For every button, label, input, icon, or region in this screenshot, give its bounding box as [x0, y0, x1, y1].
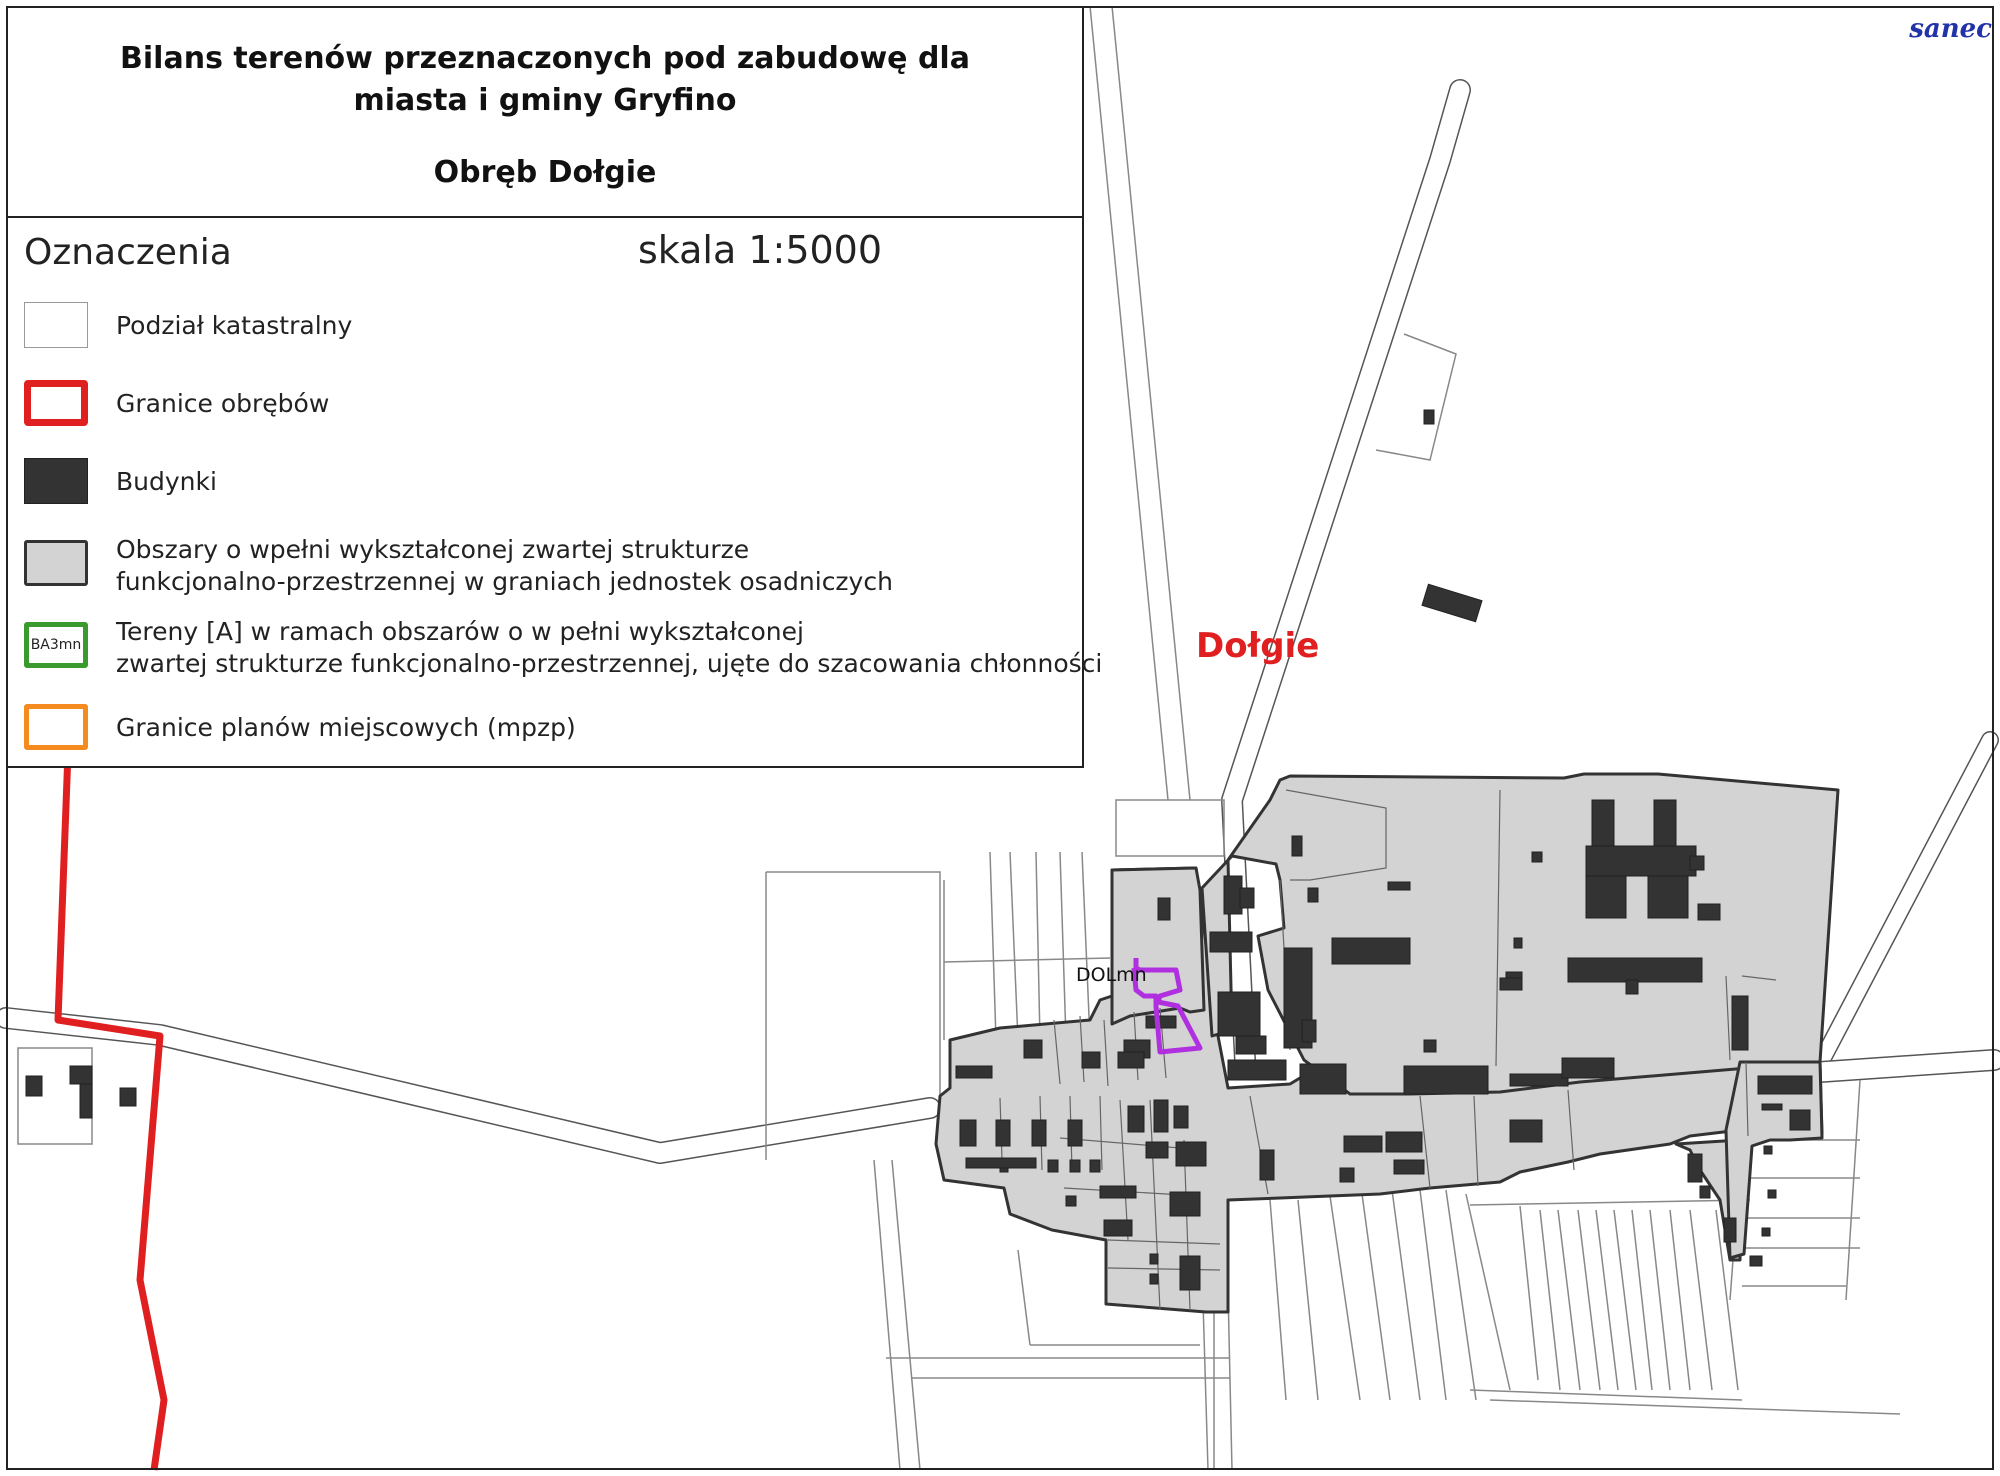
terrain-a-swatch-icon: BA3mn — [24, 622, 88, 668]
building — [1090, 1160, 1100, 1172]
building — [1724, 1218, 1736, 1242]
building — [1500, 978, 1522, 990]
title-panel — [6, 6, 1084, 218]
building — [1750, 1256, 1762, 1266]
legend-label: Granice obrębów — [116, 389, 330, 418]
building — [1510, 1074, 1568, 1086]
building — [1332, 938, 1410, 964]
building — [1302, 1020, 1316, 1042]
building — [1514, 938, 1522, 948]
building — [1308, 888, 1318, 902]
building — [1158, 898, 1170, 920]
building — [1768, 1190, 1776, 1198]
building — [1068, 1120, 1082, 1146]
settlement-area-swatch-icon — [24, 540, 88, 586]
building — [1170, 1192, 1200, 1216]
building — [1174, 1106, 1188, 1128]
building — [1240, 888, 1254, 908]
building — [1690, 856, 1704, 870]
legend-label-line2: funkcjonalno-przestrzennej w graniach jednostek osadniczych — [116, 567, 893, 596]
building — [1626, 980, 1638, 994]
legend-panel — [6, 216, 1103, 768]
brand-logo: sanec — [1909, 14, 1992, 44]
road-east-inner — [1820, 1060, 1994, 1072]
building — [1236, 1036, 1266, 1054]
building — [1260, 1150, 1274, 1180]
building — [1762, 1104, 1782, 1110]
building — [996, 1120, 1010, 1146]
building — [1386, 1132, 1422, 1152]
legend-item-local-plans — [24, 704, 1074, 756]
building — [1180, 1256, 1200, 1290]
building — [1424, 410, 1434, 424]
building — [1388, 882, 1410, 890]
legend-label-line2: zwartej strukturze funkcjonalno-przestrzennej, ujęte do szacowania chłonności — [116, 649, 1103, 678]
building — [70, 1066, 92, 1084]
legend-label: Podział katastralny — [116, 311, 353, 340]
building — [1154, 1100, 1168, 1132]
cadastral-swatch-icon — [24, 302, 88, 348]
building — [1104, 1220, 1132, 1236]
local-plan-swatch-icon — [24, 704, 88, 750]
building — [956, 1066, 992, 1078]
building — [1648, 876, 1688, 918]
legend-label: Budynki — [116, 467, 217, 496]
building — [1344, 1136, 1382, 1152]
legend-item-precinct — [24, 380, 1074, 432]
legend-heading: Oznaczenia — [24, 232, 232, 273]
building — [26, 1076, 42, 1096]
building — [1764, 1146, 1772, 1154]
legend-label: Granice planów miejscowych (mpzp) — [116, 713, 576, 742]
building — [1228, 1060, 1286, 1080]
building — [1394, 1160, 1424, 1174]
building — [1128, 1106, 1144, 1132]
legend-item-cadastral — [24, 302, 1074, 354]
building — [1698, 904, 1720, 920]
building — [1146, 1016, 1176, 1028]
building — [960, 1120, 976, 1146]
building — [1700, 1186, 1710, 1198]
building — [1146, 1142, 1168, 1158]
building — [1218, 992, 1260, 1036]
precinct-boundary-swatch-icon — [24, 380, 88, 426]
map-title-line2: miasta i gminy Gryfino — [353, 83, 737, 118]
legend-label-line1: Tereny [A] w ramach obszarów o w pełni wykształconej — [116, 617, 804, 646]
building — [1586, 846, 1696, 876]
building — [1424, 1040, 1436, 1052]
building — [1562, 1058, 1614, 1078]
building — [1118, 1052, 1144, 1068]
place-label-dolgie: Dołgie — [1196, 626, 1320, 666]
building — [1176, 1142, 1206, 1166]
building-swatch-icon — [24, 458, 88, 504]
legend-item-terrain-a — [24, 617, 1103, 678]
building — [1762, 1228, 1770, 1236]
building — [1048, 1160, 1058, 1172]
building — [1210, 932, 1252, 952]
building — [1066, 1196, 1076, 1206]
building — [1688, 1154, 1702, 1182]
plan-label-dolmn: DOLmn — [1076, 964, 1147, 986]
building — [120, 1088, 136, 1106]
map-title-line1: Bilans terenów przeznaczonych pod zabudowę dla — [120, 41, 970, 76]
legend-item-buildings — [24, 458, 1074, 510]
building — [1024, 1040, 1042, 1058]
building — [1292, 836, 1302, 856]
building — [1032, 1120, 1046, 1146]
building — [1082, 1052, 1100, 1068]
building — [1510, 1120, 1542, 1142]
building — [1300, 1064, 1346, 1094]
building — [966, 1158, 1036, 1168]
building — [1100, 1186, 1136, 1198]
building — [1070, 1160, 1080, 1172]
building — [1150, 1254, 1158, 1264]
building — [80, 1084, 92, 1118]
building — [1532, 852, 1542, 862]
scale-label: skala 1:5000 — [638, 228, 883, 272]
building — [1340, 1168, 1354, 1182]
building — [1150, 1274, 1158, 1284]
building — [1568, 958, 1702, 982]
building — [1224, 876, 1242, 914]
building — [1586, 876, 1626, 918]
building — [1790, 1110, 1810, 1130]
building — [1404, 1066, 1488, 1094]
legend-label-line1: Obszary o wpełni wykształconej zwartej strukturze — [116, 535, 750, 564]
building — [1758, 1076, 1812, 1094]
building — [1732, 996, 1748, 1050]
map-subtitle: Obręb Dołgie — [433, 155, 657, 190]
legend-item-settlement-area — [24, 535, 1074, 596]
